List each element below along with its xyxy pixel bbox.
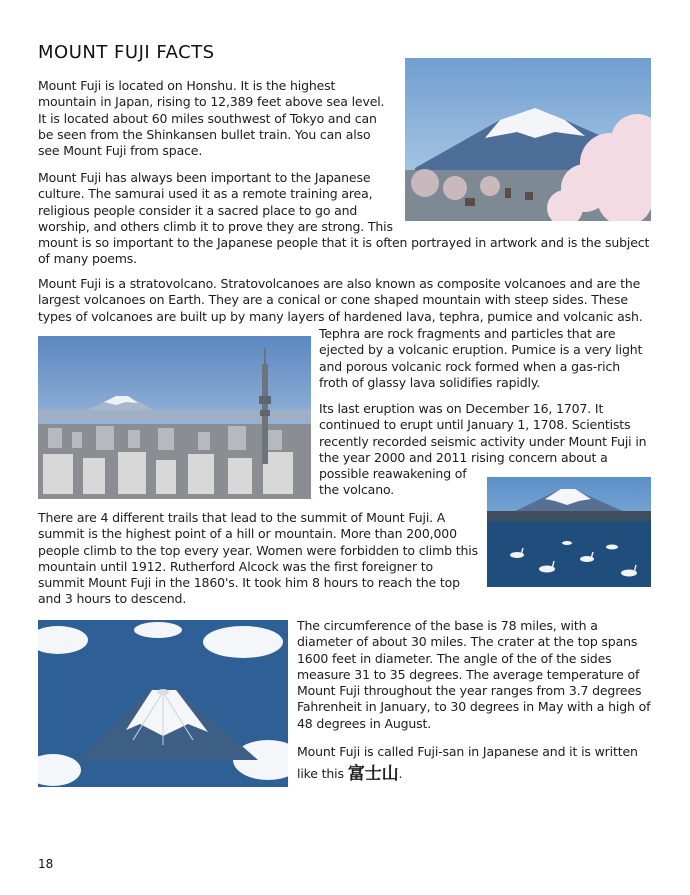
fuji-kanji: 富士山 bbox=[347, 764, 399, 784]
fuji-aerial-photo bbox=[38, 620, 288, 787]
page-title: MOUNT FUJI FACTS bbox=[38, 42, 215, 63]
paragraph-location: Mount Fuji is located on Honshu. It is the highest mountain in Japan, rising to 12,389 feet above sea level. It is located about 60 miles southwest of Tokyo and can be seen from the Shinkansen bullet train. You can also see Mount Fuji from space. bbox=[38, 78, 385, 159]
paragraph-eruption: Its last eruption was on December 16, 1707. It continued to erupt until January 1, 1708. Scientists recently recorded seismic activity under Mount Fuji in the year 2000 and 2011 rising concern about a bbox=[319, 401, 647, 465]
paragraph-tephra: Tephra are rock fragments and particles that are ejected by a volcanic eruption. Pumice is a very light and porous volcanic rock formed when a gas-rich froth of glassy lava solidifies rapidly. bbox=[319, 326, 643, 390]
tokyo-skyline-photo bbox=[38, 336, 311, 499]
paragraph-culture-continued: mount is so important to the Japanese people that it is often portrayed in artwork and is the subject of many poems. bbox=[38, 235, 650, 267]
paragraph-culture: Mount Fuji has always been important to the Japanese culture. The samurai used it as a remote training area, religious people consider it a sacred place to go and worship, and others climb it to prove they are strong. This bbox=[38, 170, 393, 234]
page-number: 18 bbox=[38, 857, 54, 871]
paragraph-trails: There are 4 different trails that lead to the summit of Mount Fuji. A summit is the highest point of a hill or mountain. More than 200,000 people climb to the top every year. Women were forbidden to climb this mountain until 1912. Rutherford Alcock was the first foreigner to summit Mount Fuji in the 1860's. It took him 8 hours to reach the top and 3 hours to descend. bbox=[38, 510, 478, 607]
paragraph-name bbox=[297, 741, 652, 785]
paragraph-eruption-continued: possible reawakening of the volcano. bbox=[319, 466, 467, 498]
name-text: Mount Fuji is called Fuji-san in Japanese and it is written like this bbox=[297, 744, 638, 781]
paragraph-stratovolcano: Mount Fuji is a stratovolcano. Stratovolcanoes are also known as composite volcanoes and are the largest volcanoes on Earth. They are a conical or cone shaped mountain with steep sides. These types of volcanoes are built up by many layers of hardened lava, tephra, pumice and volcanic ash. bbox=[38, 276, 643, 324]
fuji-cherry-blossom-photo bbox=[405, 58, 651, 221]
name-period: . bbox=[398, 766, 403, 781]
paragraph-dimensions: The circumference of the base is 78 miles, with a diameter of about 30 miles. The crater at the top spans 1600 feet in diameter. The angle of the of the sides measure 31 to 35 degrees. The average temperature of Mount Fuji throughout the year ranges from 3.7 degrees Fahrenheit in January, to 30 degrees in May with a high of 48 degrees in August. bbox=[297, 618, 651, 731]
fuji-lake-swans-photo bbox=[487, 477, 651, 587]
